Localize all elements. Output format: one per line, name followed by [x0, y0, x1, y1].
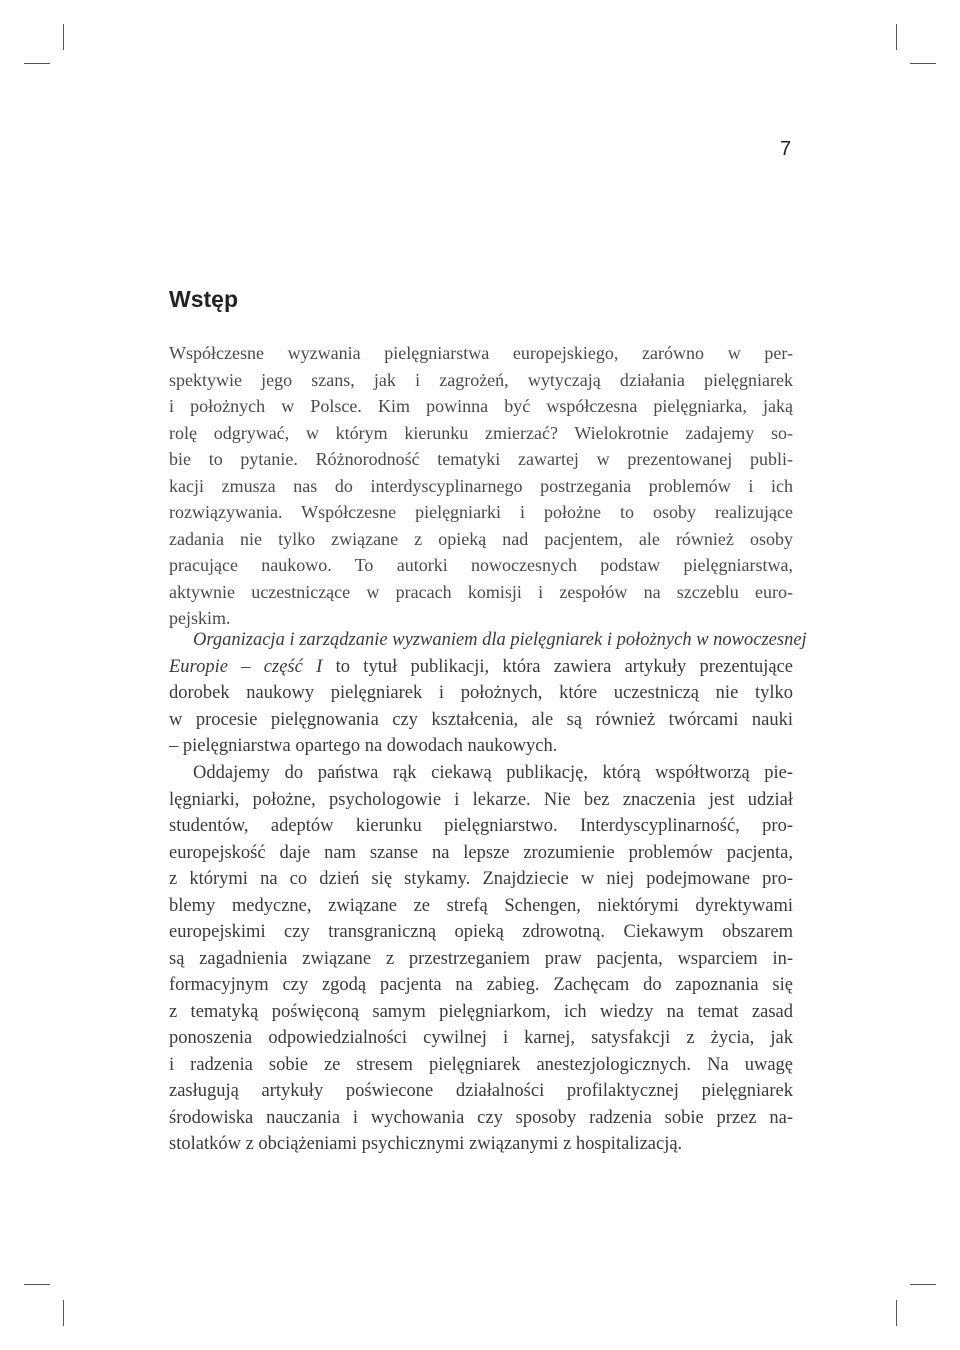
text-line: dorobek naukowy pielęgniarek i położnych, które uczestniczą nie tylko — [169, 683, 793, 703]
text-line: z którymi na co dzień się stykamy. Znajdziecie w niej podejmowane pro- — [169, 869, 793, 889]
text-line: i radzenia sobie ze stresem pielęgniarek anestezjologicznych. Na uwagę — [169, 1054, 793, 1075]
text-line: europejskość daje nam szanse na lepsze zrozumienie problemów pacjenta, — [169, 842, 793, 863]
crop-mark-bottom-right-v — [896, 1300, 897, 1326]
text-line: pracujące naukowo. To autorki nowoczesnych podstaw pielęgniarstwa, — [169, 555, 793, 575]
text-line: są zagadnienia związane z przestrzeganiem praw pacjenta, wsparciem in- — [169, 948, 793, 969]
crop-mark-bottom-left-h — [24, 1284, 50, 1285]
text-line: aktywnie uczestniczące w pracach komisji i zespołów na szczeblu euro- — [169, 581, 793, 602]
text-line: w procesie pielęgnowania czy kształcenia, ale są również twórcami nauki — [169, 709, 793, 730]
text-line: rozwiązywania. Współczesne pielęgniarki i położne to osoby realizujące — [169, 502, 793, 522]
text-line: blemy medyczne, związane ze strefą Schengen, niektórymi dyrektywami — [169, 895, 793, 916]
text-line: lęgniarki, położne, psychologowie i lekarze. Nie bez znaczenia jest udział — [169, 789, 793, 810]
section-heading: Wstęp — [169, 286, 238, 312]
text-line: kacji zmusza nas do interdyscyplinarnego postrzegania problemów i ich — [169, 475, 793, 496]
text-line: ponoszenia odpowiedzialności cywilnej i karnej, satysfakcji z życia, jak — [169, 1028, 793, 1048]
paragraph-3 — [169, 760, 793, 1158]
text-line: – pielęgniarstwa opartego na dowodach naukowych. — [169, 736, 558, 756]
crop-mark-bottom-right-h — [910, 1284, 936, 1285]
text-line: i położnych w Polsce. Kim powinna być współczesna pielęgniarka, jaką — [169, 396, 793, 416]
crop-mark-top-left-h — [24, 63, 50, 64]
page-number: 7 — [780, 138, 792, 160]
paragraph-1 — [169, 340, 793, 632]
text-line: stolatków z obciążeniami psychicznymi związanymi z hospitalizacją. — [169, 1134, 683, 1154]
crop-mark-top-left-v — [63, 24, 64, 50]
text-line — [169, 654, 793, 681]
text-line: Oddajemy do państwa rąk ciekawą publikację, którą współtworzą pie- — [193, 763, 793, 783]
text-line: środowiska nauczania i wychowania czy sposoby radzenia sobie przez na- — [169, 1107, 793, 1128]
text-line-rest: to tytuł publikacji, która zawiera artykuły prezentujące — [322, 656, 794, 677]
publication-title: Organizacja i zarządzanie wyzwaniem dla pielęgniarek i położnych w nowoczesnej — [193, 630, 807, 650]
crop-mark-bottom-left-v — [63, 1300, 64, 1326]
text-line: Współczesne wyzwania pielęgniarstwa europejskiego, zarówno w per- — [169, 343, 793, 363]
text-line: spektywie jego szans, jak i zagrożeń, wytyczają działania pielęgniarek — [169, 369, 793, 390]
publication-title: Europie – część I — [169, 656, 323, 677]
text-line: pejskim. — [169, 608, 231, 628]
text-line: zadania nie tylko związane z opieką nad pacjentem, ale również osoby — [169, 528, 793, 549]
text-line: formacyjnym czy zgodą pacjenta na zabieg. Zachęcam do zapoznania się — [169, 975, 793, 995]
text-line: z tematyką poświęconą samym pielęgniarkom, ich wiedzy na temat zasad — [169, 1001, 793, 1022]
paragraph-2 — [169, 627, 807, 760]
crop-mark-top-right-h — [910, 63, 936, 64]
crop-mark-top-right-v — [896, 24, 897, 50]
text-line — [169, 627, 807, 654]
text-line: zasługują artykuły poświecone działalności profilaktycznej pielęgniarek — [169, 1081, 793, 1101]
text-line: europejskimi czy transgraniczną opieką zdrowotną. Ciekawym obszarem — [169, 922, 793, 942]
text-line: studentów, adeptów kierunku pielęgniarstwo. Interdyscyplinarność, pro- — [169, 816, 793, 836]
text-line: rolę odgrywać, w którym kierunku zmierzać? Wielokrotnie zadajemy so- — [169, 422, 793, 443]
text-line: bie to pytanie. Różnorodność tematyki zawartej w prezentowanej publi- — [169, 449, 793, 469]
